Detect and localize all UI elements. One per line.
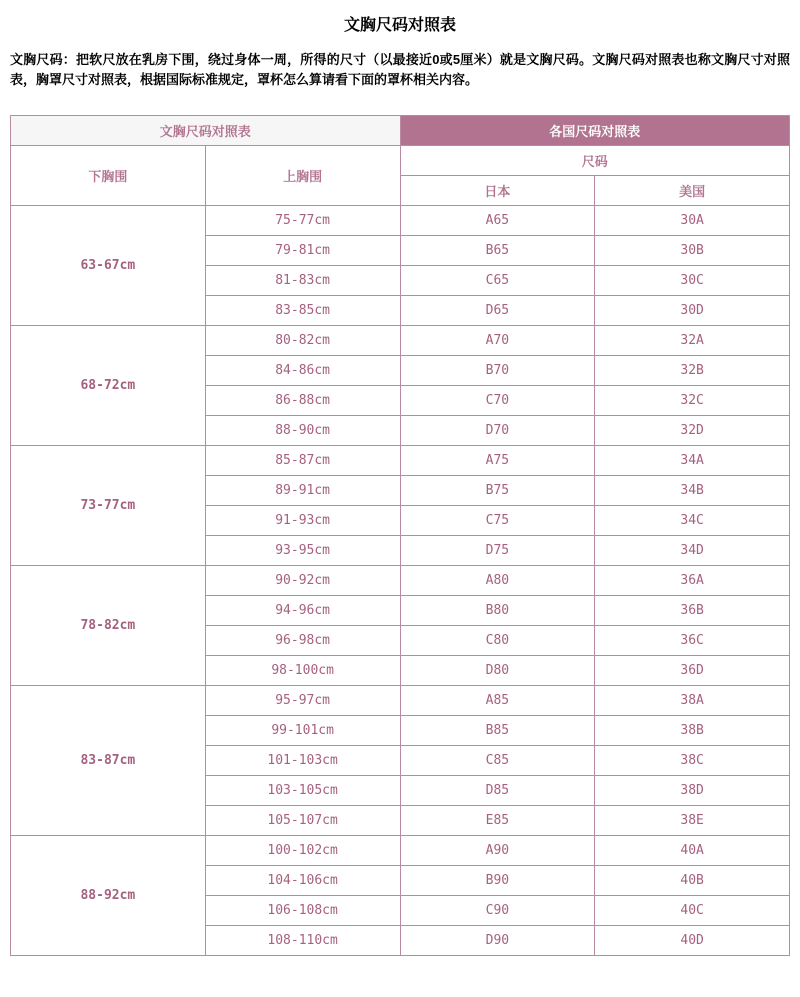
usa-size-cell: 38A <box>595 686 790 716</box>
table-row <box>11 836 790 866</box>
overbust-range-cell: 91-93cm <box>205 506 400 536</box>
japan-size-cell: B70 <box>400 356 595 386</box>
japan-size-cell: D70 <box>400 416 595 446</box>
overbust-range-cell: 90-92cm <box>205 566 400 596</box>
japan-size-cell: C70 <box>400 386 595 416</box>
overbust-range-cell: 88-90cm <box>205 416 400 446</box>
column-header-japan: 日本 <box>400 176 595 206</box>
size-table-body <box>11 206 790 956</box>
underbust-range-cell: 88-92cm <box>11 836 206 956</box>
page-title: 文胸尺码对照表 <box>343 17 456 34</box>
column-header-overbust: 上胸围 <box>205 146 400 206</box>
usa-size-cell: 30B <box>595 236 790 266</box>
table-row <box>11 206 790 236</box>
usa-size-cell: 34B <box>595 476 790 506</box>
usa-size-cell: 32A <box>595 326 790 356</box>
japan-size-cell: B75 <box>400 476 595 506</box>
table-row <box>11 686 790 716</box>
usa-size-cell: 34A <box>595 446 790 476</box>
intro-paragraph: 文胸尺码：把软尺放在乳房下围，绕过身体一周，所得的尺寸（以最接近0或5厘米）就是文胸尺码。文胸尺码对照表也称文胸尺寸对照表，胸罩尺寸对照表，根据国际标准规定，罩杯怎么算请看下面的罩杯相关内容。 <box>10 52 790 87</box>
japan-size-cell: D85 <box>400 776 595 806</box>
underbust-range-cell: 63-67cm <box>11 206 206 326</box>
overbust-range-cell: 80-82cm <box>205 326 400 356</box>
overbust-range-cell: 93-95cm <box>205 536 400 566</box>
underbust-range-cell: 73-77cm <box>11 446 206 566</box>
japan-size-cell: E85 <box>400 806 595 836</box>
usa-size-cell: 40D <box>595 926 790 956</box>
underbust-range-cell: 83-87cm <box>11 686 206 836</box>
japan-size-cell: C80 <box>400 626 595 656</box>
japan-size-cell: A90 <box>400 836 595 866</box>
overbust-range-cell: 106-108cm <box>205 896 400 926</box>
column-header-size: 尺码 <box>400 146 790 176</box>
usa-size-cell: 38C <box>595 746 790 776</box>
overbust-range-cell: 98-100cm <box>205 656 400 686</box>
usa-size-cell: 36B <box>595 596 790 626</box>
usa-size-cell: 32C <box>595 386 790 416</box>
usa-size-cell: 30D <box>595 296 790 326</box>
table-row <box>11 566 790 596</box>
overbust-range-cell: 108-110cm <box>205 926 400 956</box>
overbust-range-cell: 96-98cm <box>205 626 400 656</box>
overbust-range-cell: 100-102cm <box>205 836 400 866</box>
usa-size-cell: 38E <box>595 806 790 836</box>
overbust-range-cell: 81-83cm <box>205 266 400 296</box>
japan-size-cell: D80 <box>400 656 595 686</box>
overbust-range-cell: 94-96cm <box>205 596 400 626</box>
table-row <box>11 326 790 356</box>
column-header-underbust: 下胸围 <box>11 146 206 206</box>
japan-size-cell: B80 <box>400 596 595 626</box>
japan-size-cell: B85 <box>400 716 595 746</box>
overbust-range-cell: 104-106cm <box>205 866 400 896</box>
overbust-range-cell: 79-81cm <box>205 236 400 266</box>
usa-size-cell: 40C <box>595 896 790 926</box>
overbust-range-cell: 84-86cm <box>205 356 400 386</box>
overbust-range-cell: 105-107cm <box>205 806 400 836</box>
table-subheader-row-1 <box>11 146 790 176</box>
japan-size-cell: A80 <box>400 566 595 596</box>
usa-size-cell: 36A <box>595 566 790 596</box>
usa-size-cell: 30A <box>595 206 790 236</box>
size-table-head <box>11 116 790 206</box>
overbust-range-cell: 95-97cm <box>205 686 400 716</box>
usa-size-cell: 36C <box>595 626 790 656</box>
japan-size-cell: C75 <box>400 506 595 536</box>
usa-size-cell: 32B <box>595 356 790 386</box>
overbust-range-cell: 99-101cm <box>205 716 400 746</box>
overbust-range-cell: 86-88cm <box>205 386 400 416</box>
japan-size-cell: A70 <box>400 326 595 356</box>
column-header-usa: 美国 <box>595 176 790 206</box>
japan-size-cell: A75 <box>400 446 595 476</box>
overbust-range-cell: 75-77cm <box>205 206 400 236</box>
japan-size-cell: C65 <box>400 266 595 296</box>
underbust-range-cell: 68-72cm <box>11 326 206 446</box>
usa-size-cell: 34C <box>595 506 790 536</box>
overbust-range-cell: 85-87cm <box>205 446 400 476</box>
overbust-range-cell: 89-91cm <box>205 476 400 506</box>
japan-size-cell: C85 <box>400 746 595 776</box>
bra-size-table <box>10 115 790 956</box>
usa-size-cell: 32D <box>595 416 790 446</box>
usa-size-cell: 38D <box>595 776 790 806</box>
page <box>0 12 800 956</box>
table-header-row <box>11 116 790 146</box>
japan-size-cell: B65 <box>400 236 595 266</box>
usa-size-cell: 38B <box>595 716 790 746</box>
japan-size-cell: A65 <box>400 206 595 236</box>
overbust-range-cell: 101-103cm <box>205 746 400 776</box>
usa-size-cell: 30C <box>595 266 790 296</box>
japan-size-cell: D75 <box>400 536 595 566</box>
japan-size-cell: A85 <box>400 686 595 716</box>
japan-size-cell: D65 <box>400 296 595 326</box>
usa-size-cell: 40B <box>595 866 790 896</box>
usa-size-cell: 34D <box>595 536 790 566</box>
table-row <box>11 446 790 476</box>
header-country-size-chart: 各国尺码对照表 <box>400 116 790 146</box>
usa-size-cell: 40A <box>595 836 790 866</box>
japan-size-cell: D90 <box>400 926 595 956</box>
underbust-range-cell: 78-82cm <box>11 566 206 686</box>
header-bra-size-chart: 文胸尺码对照表 <box>11 116 401 146</box>
overbust-range-cell: 103-105cm <box>205 776 400 806</box>
japan-size-cell: B90 <box>400 866 595 896</box>
overbust-range-cell: 83-85cm <box>205 296 400 326</box>
japan-size-cell: C90 <box>400 896 595 926</box>
usa-size-cell: 36D <box>595 656 790 686</box>
